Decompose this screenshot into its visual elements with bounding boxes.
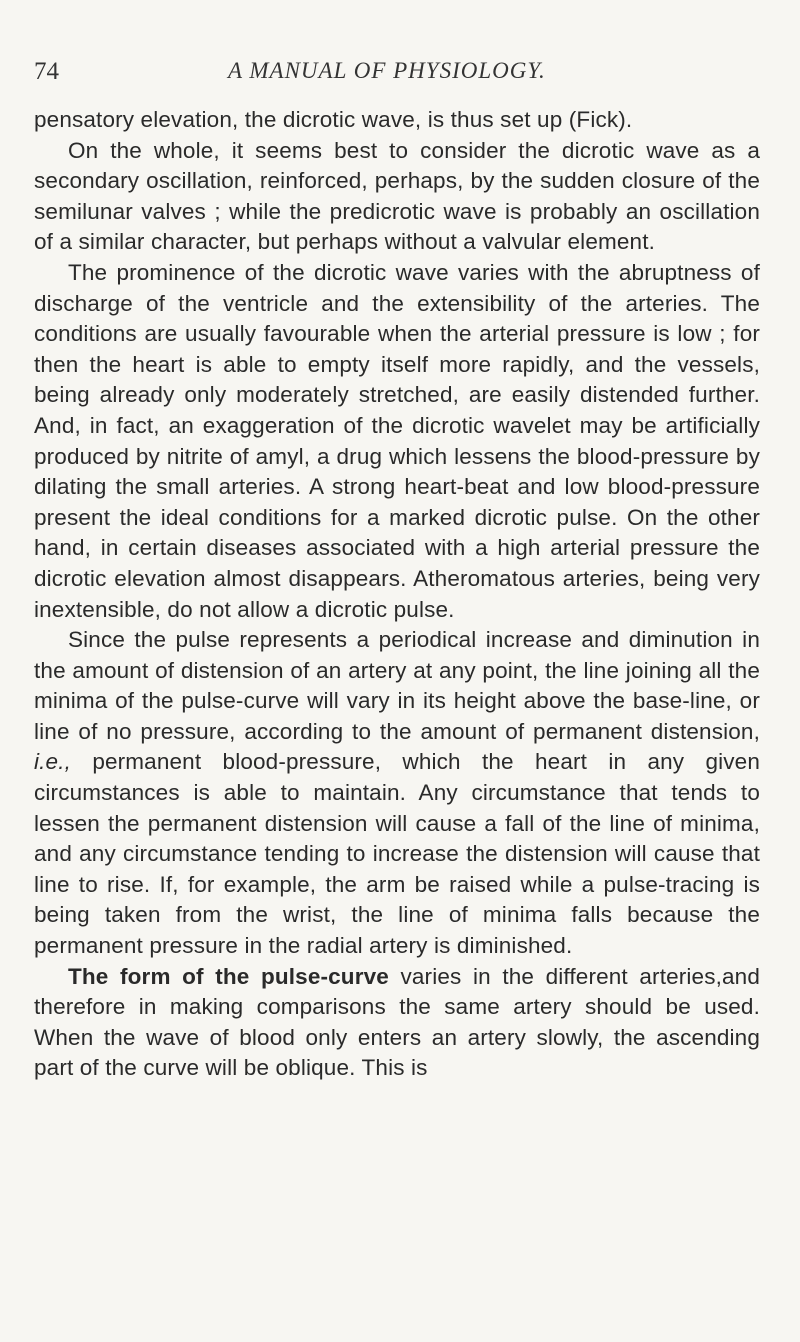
paragraph-text: permanent blood-pressure, which the heart in any given circumstances is able to maintain. Any circumstance that tends to lessen the permanent distension will cause a fall of the line of minima, and any circumstance tending to increase the distension will cause that line to rise. If, for example, the arm be raised while a pulse-tracing is being taken from the wrist, the line of minima falls because the permanent pressure in the radial artery is diminished.	[34, 749, 760, 959]
paragraph-text: varies in the different arteries,and therefore in making comparisons the same artery should be used. When the wave of blood only enters an artery slowly, the ascending part of the curve will be oblique. This is	[34, 963, 760, 1081]
running-head	[34, 58, 754, 94]
running-title: A MANUAL OF PHYSIOLOGY.	[228, 58, 546, 83]
italic-abbreviation: i.e.,	[34, 749, 72, 775]
paragraph-dicrotic-prominence: The prominence of the dicrotic wave varies with the abruptness of discharge of the ventricle and the extensibility of the arteries. The conditions are usually favourable when the arterial pressure is low ; for then the heart is able to empty itself more rapidly, and the vessels, being already only moderately stretched, are easily distended further. And, in fact, an exaggeration of the dicrotic wavelet may be artificially produced by nitrite of amyl, a drug which lessens the blood-pressure by dilating the small arteries. A strong heart-beat and low blood-pressure present the ideal conditions for a marked dicrotic pulse. On the other hand, in certain diseases associated with a high arterial pressure the dicrotic elevation almost disappears. Atheromatous arteries, being very inextensible, do not allow a dicrotic pulse.	[34, 259, 760, 622]
body-text	[34, 105, 760, 1084]
paragraph-dicrotic-oscillation: On the whole, it seems best to consider the dicrotic wave as a secondary oscillation, reinforced, perhaps, by the sudden closure of the semilunar valves ; while the predicrotic wave is probably an oscillation of a similar character, but perhaps without a valvular element.	[34, 137, 760, 255]
bold-lead-phrase: The form of the pulse-curve	[68, 963, 389, 989]
page-number: 74	[34, 58, 59, 85]
paragraph-text: Since the pulse represents a periodical increase and diminution in the amount of distension of an artery at any point, the line joining all the minima of the pulse-curve will vary in its height above the base-line, or line of no pressure, according to the amount of permanent distension,	[34, 627, 760, 744]
paragraph-line-of-minima	[34, 625, 760, 962]
paragraph-continued: pensatory elevation, the dicrotic wave, is thus set up (Fick).	[34, 107, 633, 132]
paragraph-pulse-curve-form	[34, 962, 760, 1084]
